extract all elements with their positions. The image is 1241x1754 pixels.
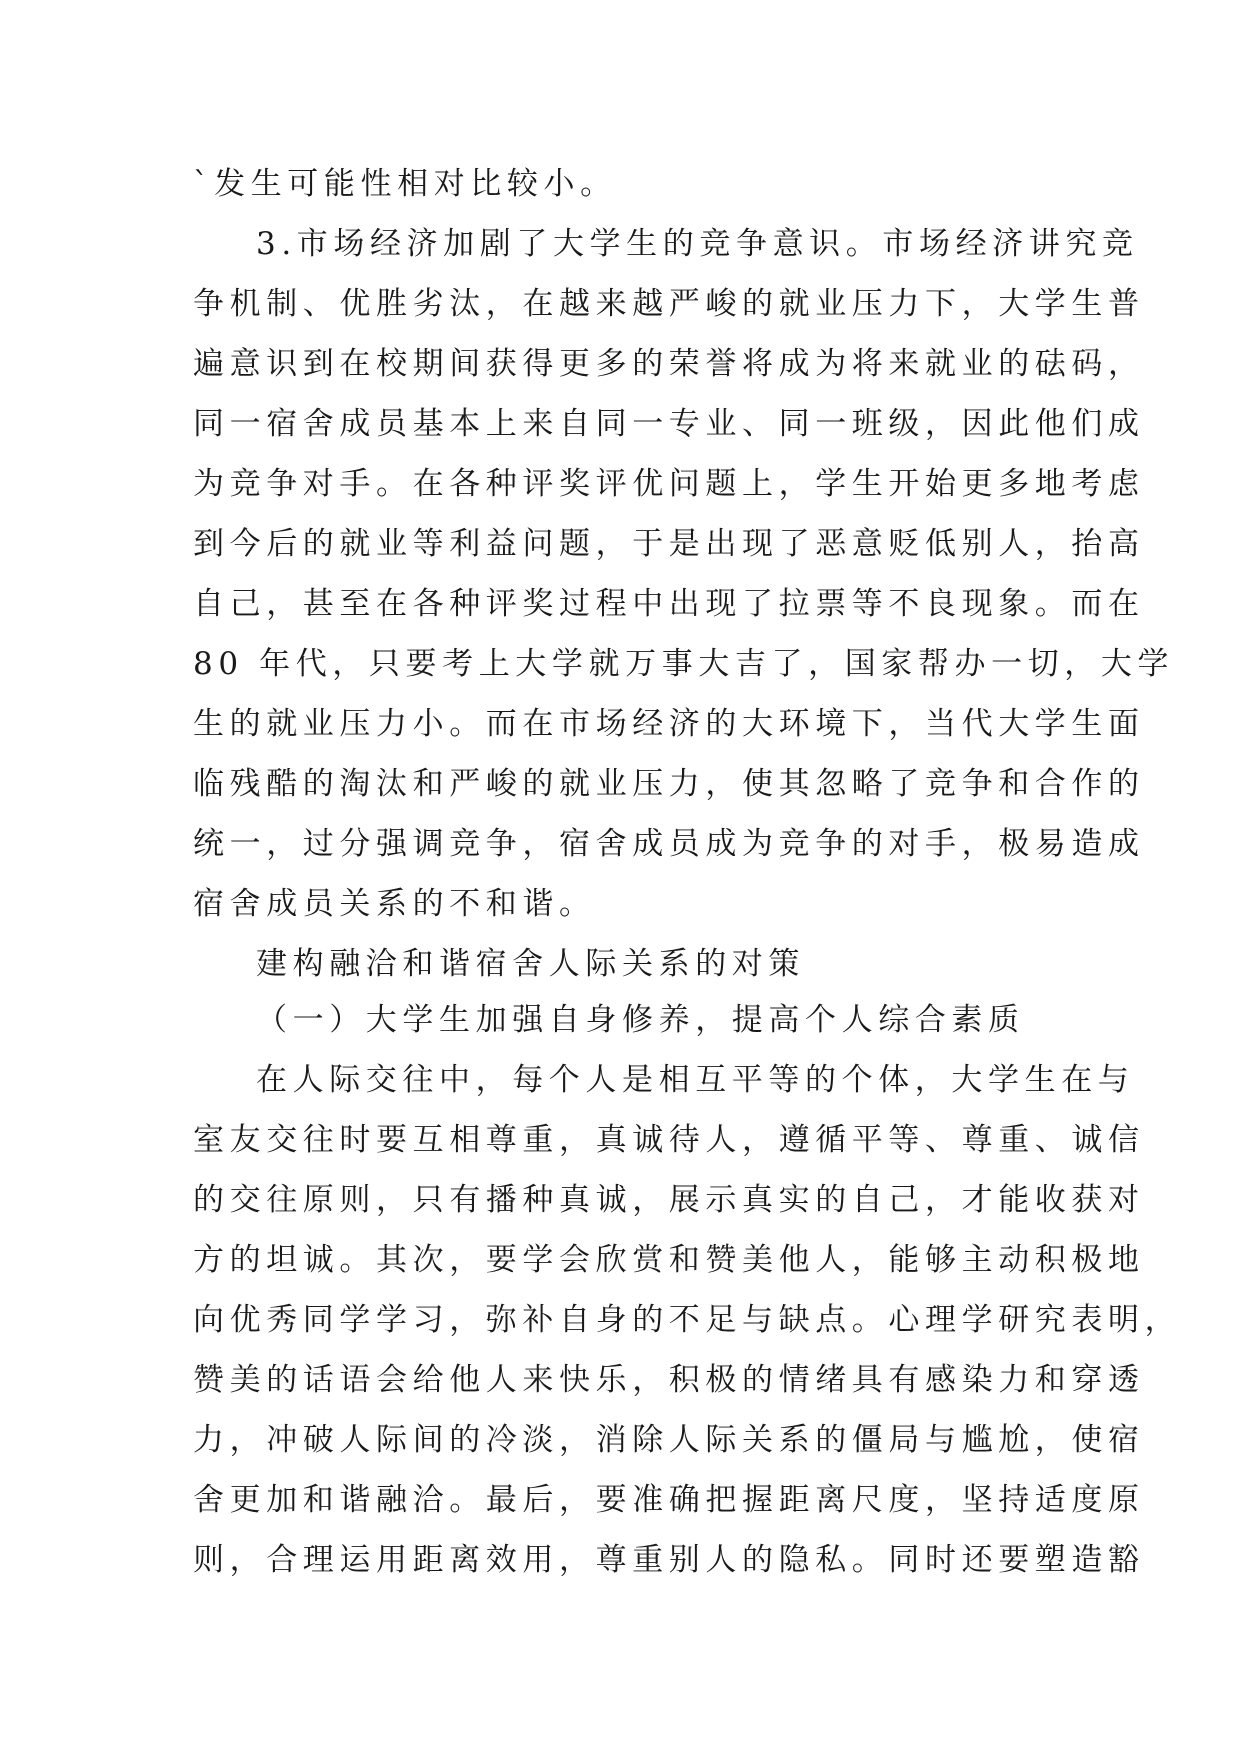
text-line: 赞美的话语会给他人来快乐，积极的情绪具有感染力和穿透 <box>193 1362 1145 1398</box>
section-heading: 建构融洽和谐宿舍人际关系的对策 <box>256 946 805 982</box>
text-line: 临残酷的淘汰和严峻的就业压力，使其忽略了竞争和合作的 <box>193 766 1145 802</box>
text-line: 室友交往时要互相尊重，真诚待人，遵循平等、尊重、诚信 <box>193 1122 1145 1158</box>
text-line: 到今后的就业等利益问题，于是出现了恶意贬低别人，抬高 <box>193 526 1145 562</box>
text-line: 宿舍成员关系的不和谐。 <box>193 886 596 922</box>
text-line: 同一宿舍成员基本上来自同一专业、同一班级，因此他们成 <box>193 406 1145 442</box>
text-line: `发生可能性相对比较小。 <box>193 166 617 202</box>
text-line: 的交往原则，只有播种真诚，展示真实的自己，才能收获对 <box>193 1182 1145 1218</box>
text-line: 方的坦诚。其次，要学会欣赏和赞美他人，能够主动积极地 <box>193 1242 1145 1278</box>
text-line: 自己，甚至在各种评奖过程中出现了拉票等不良现象。而在 <box>193 586 1145 622</box>
text-line: 80 年代，只要考上大学就万事大吉了，国家帮办一切，大学 <box>193 646 1175 682</box>
text-line: 则，合理运用距离效用，尊重别人的隐私。同时还要塑造豁 <box>193 1542 1145 1578</box>
text-line: 力，冲破人际间的冷淡，消除人际关系的僵局与尴尬，使宿 <box>193 1422 1145 1458</box>
text-line: 向优秀同学学习，弥补自身的不足与缺点。心理学研究表明， <box>193 1302 1182 1338</box>
text-line: 在人际交往中，每个人是相互平等的个体，大学生在与 <box>256 1062 1135 1098</box>
text-line: 3.市场经济加剧了大学生的竞争意识。市场经济讲究竞 <box>256 226 1139 262</box>
text-line: 统一，过分强调竞争，宿舍成员成为竞争的对手，极易造成 <box>193 826 1145 862</box>
text-line: 舍更加和谐融洽。最后，要准确把握距离尺度，坚持适度原 <box>193 1482 1145 1518</box>
text-line: 遍意识到在校期间获得更多的荣誉将成为将来就业的砝码， <box>193 346 1145 382</box>
text-line: 为竞争对手。在各种评奖评优问题上，学生开始更多地考虑 <box>193 466 1145 502</box>
subsection-heading: （一）大学生加强自身修养，提高个人综合素质 <box>256 1002 1025 1038</box>
text-line: 生的就业压力小。而在市场经济的大环境下，当代大学生面 <box>193 706 1145 742</box>
text-line: 争机制、优胜劣汰，在越来越严峻的就业压力下，大学生普 <box>193 286 1145 322</box>
